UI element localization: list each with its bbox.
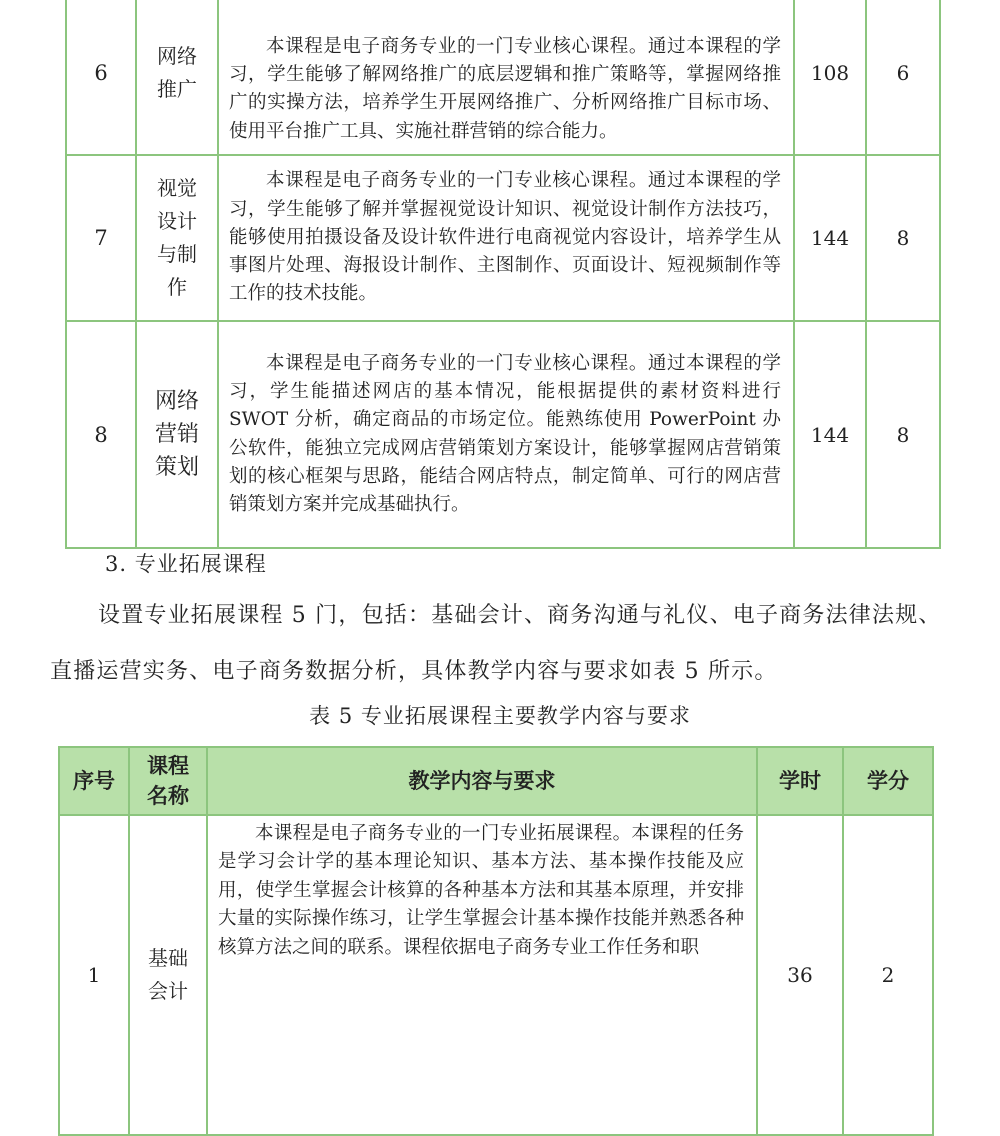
course-hours: 144 xyxy=(794,155,866,321)
row-number: 1 xyxy=(59,815,129,1135)
header-course-name: 课程名称 xyxy=(129,747,207,815)
course-credit: 6 xyxy=(866,0,940,155)
table-header-row xyxy=(59,747,933,815)
core-course-table-continued xyxy=(65,0,941,549)
course-description: 本课程是电子商务专业的一门专业拓展课程。本课程的任务是学习会计学的基本理论知识、基本方法、基本操作技能及应用，使学生掌握会计核算的各种基本方法和其基本原理，并安排大量的实际操作练习，让学生掌握会计基本操作技能并熟悉各种核算方法之间的联系。课程依据电子商务专业工作任务和职 xyxy=(207,815,757,1135)
course-name: 视觉设计与制作 xyxy=(136,155,218,321)
table-row xyxy=(59,815,933,1135)
header-number: 序号 xyxy=(59,747,129,815)
table-row xyxy=(66,0,940,155)
course-description: 本课程是电子商务专业的一门专业核心课程。通过本课程的学习，学生能描述网店的基本情况，能根据提供的素材资料进行 SWOT 分析，确定商品的市场定位。能熟练使用 PowerPoint 办公软件，能独立完成网店营销策划方案设计，能够掌握网店营销策划的核心框架与思路，能结合网店特点，制定简单、可行的网店营销策划方案并完成基础执行。 xyxy=(218,321,794,548)
extension-course-table xyxy=(58,746,934,1136)
course-hours: 108 xyxy=(794,0,866,155)
course-hours: 144 xyxy=(794,321,866,548)
course-hours: 36 xyxy=(757,815,843,1135)
section-heading: 3. 专业拓展课程 xyxy=(105,552,267,576)
table-caption: 表 5 专业拓展课程主要教学内容与要求 xyxy=(309,704,691,728)
course-credit: 2 xyxy=(843,815,933,1135)
course-description: 本课程是电子商务专业的一门专业核心课程。通过本课程的学习，学生能够了解并掌握视觉设计知识、视觉设计制作方法技巧，能够使用拍摄设备及设计软件进行电商视觉内容设计，培养学生从事图片处理、海报设计制作、主图制作、页面设计、短视频制作等工作的技术技能。 xyxy=(218,155,794,321)
course-name: 网络营销策划 xyxy=(136,321,218,548)
course-description: 本课程是电子商务专业的一门专业核心课程。通过本课程的学习，学生能够了解网络推广的底层逻辑和推广策略等，掌握网络推广的实操方法，培养学生开展网络推广、分析网络推广目标市场、使用平台推广工具、实施社群营销的综合能力。 xyxy=(218,0,794,155)
row-number: 8 xyxy=(66,321,136,548)
header-credit: 学分 xyxy=(843,747,933,815)
course-credit: 8 xyxy=(866,155,940,321)
table-row xyxy=(66,321,940,548)
course-name: 网络推广 xyxy=(136,0,218,155)
row-number: 7 xyxy=(66,155,136,321)
section-paragraph: 设置专业拓展课程 5 门，包括：基础会计、商务沟通与礼仪、电子商务法律法规、直播运营实务、电子商务数据分析，具体教学内容与要求如表 5 所示。 xyxy=(50,603,942,684)
header-hours: 学时 xyxy=(757,747,843,815)
table-row xyxy=(66,155,940,321)
course-name: 基础会计 xyxy=(129,815,207,1135)
row-number: 6 xyxy=(66,0,136,155)
course-credit: 8 xyxy=(866,321,940,548)
header-content: 教学内容与要求 xyxy=(207,747,757,815)
